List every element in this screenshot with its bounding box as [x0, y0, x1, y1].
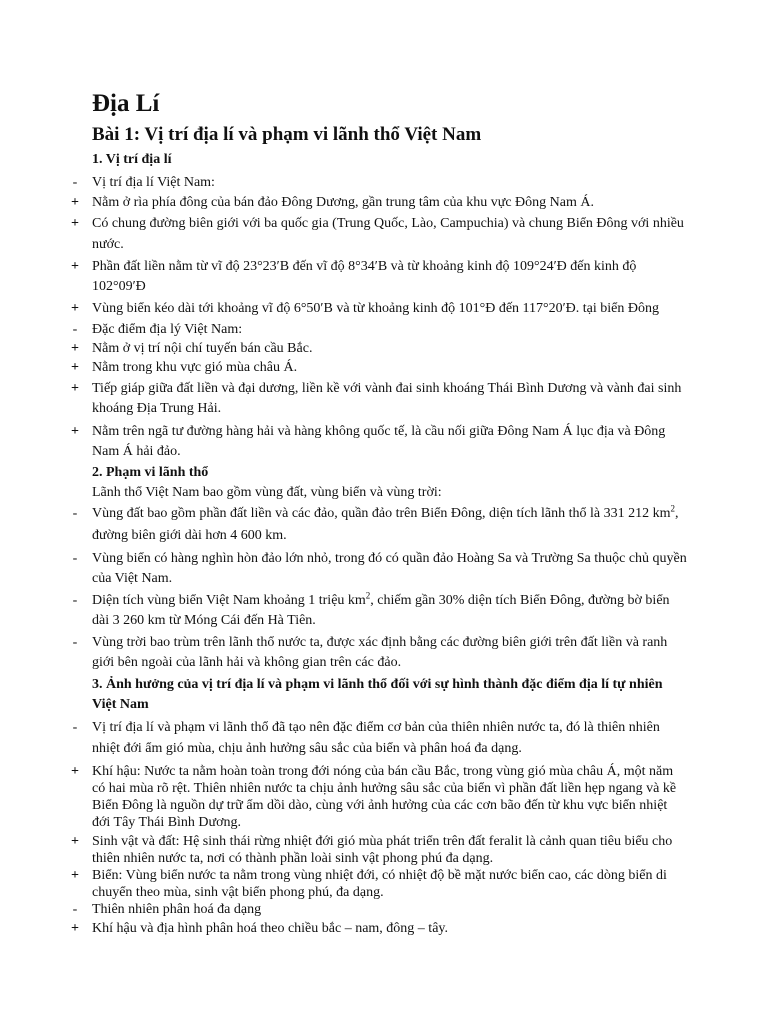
plus-marker: + [71, 834, 79, 849]
list-item: - Vị trí địa lí và phạm vi lãnh thổ đã tạo nên đặc điểm cơ bản của thiên nhiên nước ta, đó là thiên nhiên nhiệt đới ẩm gió mùa, chịu ảnh hưởng sâu sắc của biển và phân hoá đa dạng. [67, 717, 687, 759]
list-item: - Thiên nhiên phân hoá đa dạng [67, 901, 687, 918]
list-item: - Diện tích vùng biển Việt Nam khoảng 1 triệu $km^2$, chiếm gần 30% diện tích Biển Đông, đường bờ biển dài 3 260 km từ Móng Cái đến Hà Tiên. [67, 591, 687, 631]
lesson-title: Bài 1: Vị trí địa lí và phạm vi lãnh thổ Việt Nam [92, 124, 482, 145]
dash-marker: - [72, 635, 78, 650]
plus-marker: + [71, 764, 79, 779]
paragraph: Lãnh thổ Việt Nam bao gồm vùng đất, vùng biển và vùng trời: [92, 485, 442, 500]
list-item: + Phần đất liền nằm từ vĩ độ 23°23′B đến vĩ độ 8°34′B và từ khoảng kinh độ 109°24′Đ đến kinh độ 102°09′Đ [67, 257, 687, 297]
dash-marker: - [72, 551, 78, 566]
subject-title: Địa Lí [92, 90, 160, 117]
plus-marker: + [71, 381, 79, 396]
plus-marker: + [71, 195, 79, 210]
plus-marker: + [71, 921, 79, 936]
dash-marker: - [72, 902, 78, 917]
list-item: + Tiếp giáp giữa đất liền và đại dương, liền kề với vành đai sinh khoáng Thái Bình Dương và vành đai sinh khoáng Địa Trung Hải. [67, 379, 687, 419]
dash-marker: - [72, 593, 78, 608]
list-item: + Sinh vật và đất: Hệ sinh thái rừng nhiệt đới gió mùa phát triển trên đất feralit là cảnh quan tiêu biểu cho thiên nhiên nước ta, nơi có thành phần loài sinh vật phong phú đa dạng. [67, 833, 687, 867]
dash-marker: - [72, 720, 78, 735]
dash-marker: - [72, 175, 78, 190]
plus-marker: + [71, 360, 79, 375]
plus-marker: + [71, 301, 79, 316]
lesson-content [67, 150, 687, 937]
list-item: - Vùng biển có hàng nghìn hòn đảo lớn nhỏ, trong đó có quần đảo Hoàng Sa và Trường Sa thuộc chủ quyền của Việt Nam. [67, 549, 687, 589]
list-item: + Nằm trong khu vực gió mùa châu Á. [67, 358, 687, 377]
plus-marker: + [71, 259, 79, 274]
list-item: + Vùng biển kéo dài tới khoảng vĩ độ 6°50′B và từ khoảng kinh độ 101°Đ đến 117°20′Đ. tại biển Đông [67, 299, 687, 319]
plus-marker: + [71, 424, 79, 439]
dash-marker: - [72, 322, 78, 337]
list-item: + Có chung đường biên giới với ba quốc gia (Trung Quốc, Lào, Campuchia) và chung Biển Đông với nhiều nước. [67, 213, 687, 255]
list-item: + Nằm ở vị trí nội chí tuyến bán cầu Bắc. [67, 339, 687, 358]
list-item: + Biển: Vùng biển nước ta nằm trong vùng nhiệt đới, có nhiệt độ bề mặt nước biển cao, các dòng biển di chuyển theo mùa, sinh vật biển phong phú, đa dạng. [67, 867, 687, 901]
plus-marker: + [71, 868, 79, 883]
dash-marker: - [72, 506, 78, 521]
list-item: + Nằm ở rìa phía đông của bán đảo Đông Dương, gần trung tâm của khu vực Đông Nam Á. [67, 192, 687, 213]
list-item: - Vùng đất bao gồm phần đất liền và các đảo, quần đảo trên Biển Đông, diện tích lãnh thổ là 331 212 $km^2$, đường biên giới dài hơn 4 600 km. [67, 503, 687, 547]
list-item: - Vị trí địa lí Việt Nam: [67, 173, 687, 192]
list-item: - Đặc điểm địa lý Việt Nam: [67, 320, 687, 339]
list-item: + Khí hậu và địa hình phân hoá theo chiều bắc – nam, đông – tây. [67, 920, 687, 937]
section-heading-location: 1. Vị trí địa lí [92, 152, 172, 167]
list-item: - Vùng trời bao trùm trên lãnh thổ nước ta, được xác định bằng các đường biên giới trên đất liền và ranh giới bên ngoài của lãnh hải và không gian trên các đảo. [67, 633, 687, 673]
section-heading-influence: 3. Ảnh hưởng của vị trí địa lí và phạm vi lãnh thổ đối với sự hình thành đặc điểm địa lí tự nhiên Việt Nam [92, 677, 663, 712]
section-heading-territory: 2. Phạm vi lãnh thổ [92, 465, 209, 480]
list-item: + Nằm trên ngã tư đường hàng hải và hàng không quốc tế, là cầu nối giữa Đông Nam Á lục địa và Đông Nam Á hải đảo. [67, 422, 687, 462]
list-item: + Khí hậu: Nước ta nằm hoàn toàn trong đới nóng của bán cầu Bắc, trong vùng gió mùa châu Á, một năm có hai mùa rõ rệt. Thiên nhiên nước ta chịu ảnh hưởng sâu sắc của biển vì phần đất liền hẹp ngang và kề Biển Đông là nguồn dự trữ ẩm dồi dào, cùng với ảnh hưởng của các cơn bão đến từ khu vực biển nhiệt đới Tây Thái Bình Dương. [67, 763, 687, 831]
plus-marker: + [71, 216, 79, 231]
plus-marker: + [71, 341, 79, 356]
